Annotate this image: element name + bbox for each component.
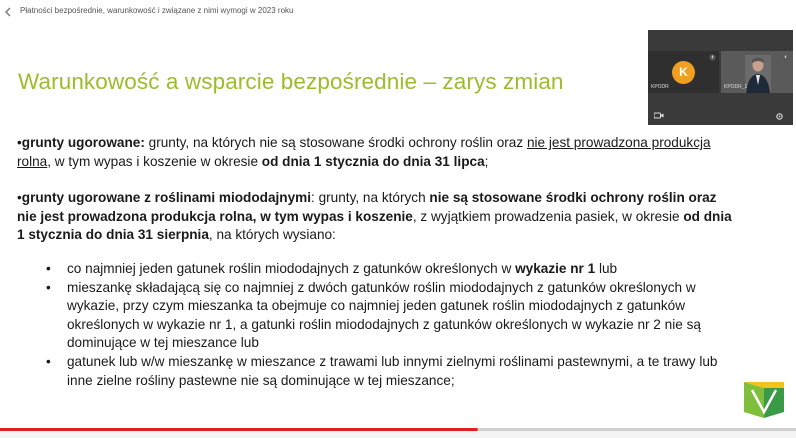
camera-icon[interactable] [654,112,664,119]
settings-icon[interactable] [775,112,784,121]
p1-text-1: grunty, na których nie są stosowane środki ochrony roślin oraz [144,135,527,150]
b1-bold: wykazie nr 1 [515,261,596,276]
p1-underlined-text: nie jest prowadzona produkcja rolna [17,135,711,169]
b3-text: gatunek lub w/w mieszankę w mieszance z trawami lub innymi zielnymi roślinami pastewnymi, a te trawy lub inne zielne rośliny pastewne nie są dominujące w tej mieszance; [67,353,718,388]
b2-text: mieszankę składającą się co najmniej z dwóch gatunków roślin miododajnych z gatunków określonych w wykazie, przy czym mieszanka ta obejmuje co najmniej jeden gatunek roślin miododajnych z gatunków określonych w wykazie nr 1, a gatunki roślin miododajnych z gatunków określonych w wykazie nr 2 nie są dominujące w tej mieszance lub [67,279,701,351]
participant-name-left: KPODR [651,84,669,90]
p2-text-2: , z wyjątkiem prowadzenia pasiek, w okresie [412,208,684,224]
b1-text: co najmniej jeden gatunek roślin miododajnych z gatunków określonych w [67,261,516,276]
p1-text-2: , w tym wypas i koszenie w okresie [47,153,262,169]
bullet-dot: • [46,279,51,295]
player-controls-strip [0,431,796,438]
back-arrow-icon[interactable] [4,7,14,17]
term-grunty-miododajne: grunty ugorowane z roślinami miododajnymi [21,190,312,205]
bullet-marker: • [17,190,22,205]
mic-off-icon [782,54,789,61]
bullet-dot: • [46,261,51,276]
participant-video [745,55,771,93]
list-item [46,279,746,353]
p2-text-3: , na których wysiano: [208,227,336,243]
p1-period: od dnia 1 stycznia do dnia 31 lipca [261,153,485,169]
bullet-dot: • [46,353,51,369]
window-titlebar [0,0,796,24]
participant-name-right: KPODR_1 [724,84,748,90]
bullet-marker: • [17,135,22,150]
list-item [46,353,746,390]
b1-end: lub [595,261,618,276]
p2-text-1: : grunty, na których [311,190,430,205]
paragraph-grunty-miododajne [17,189,737,245]
paragraph-grunty-ugorowane [17,134,737,171]
mic-off-icon [709,54,716,61]
avatar: K [672,61,695,84]
p2-bold-mid: nie są stosowane środki ochrony roślin oraz nie jest prowadzona produkcja rolna, w tym wypas i koszenie [17,190,717,224]
p1-text-3: ; [484,153,489,169]
bullet-list [46,260,746,390]
p2-period: od dnia 1 stycznia do dnia 31 sierpnia [17,208,732,243]
slide-title: Warunkowość a wsparcie bezpośrednie – zarys zmian [18,69,564,94]
organization-logo [744,378,784,418]
list-item [46,260,746,279]
term-grunty-ugorowane: grunty ugorowane: [21,135,145,150]
window-title: Płatności bezpośrednie, warunkowość i związane z nimi wymogi w 2023 roku [20,6,294,15]
